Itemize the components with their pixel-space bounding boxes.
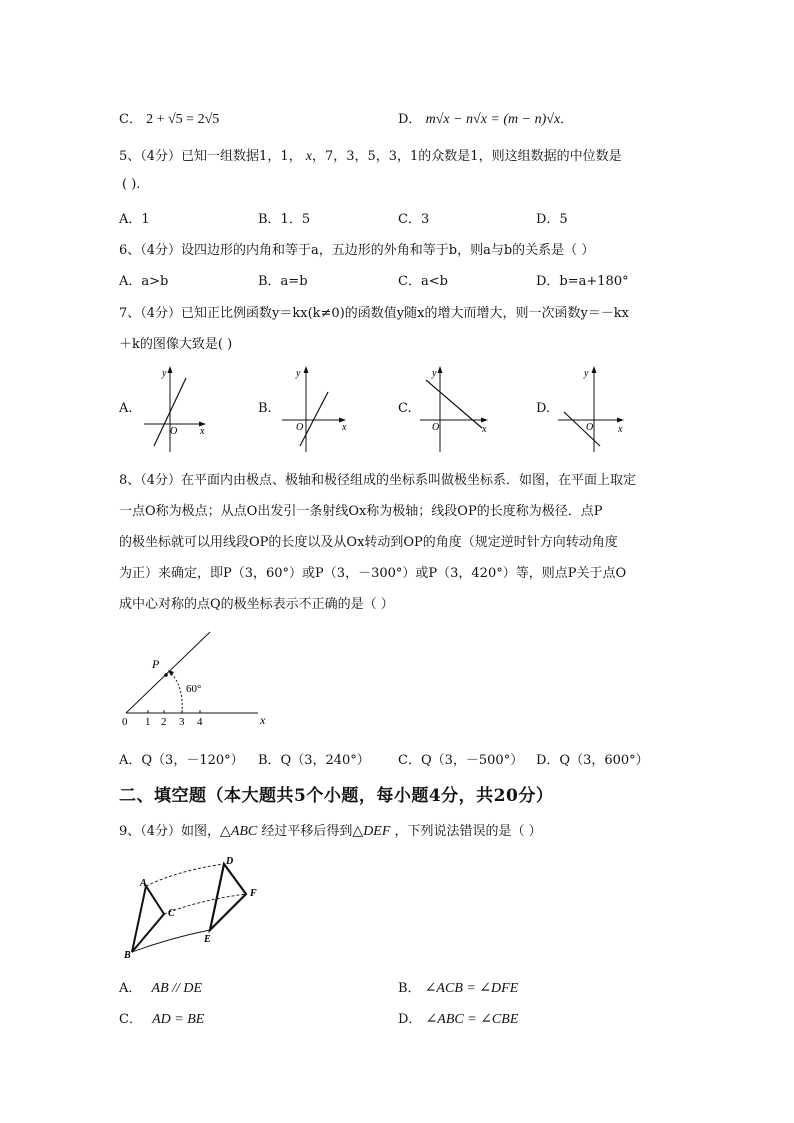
y-label: y [162,368,167,379]
q7-option-b-label[interactable]: B. [258,401,272,416]
point-a-label: A [140,878,147,889]
q9-option-a[interactable] [119,977,202,997]
origin-label: O [586,422,594,433]
q6-option-c[interactable]: C．a<b [398,274,448,289]
point-d-label: D [226,856,234,867]
q8-stem-line3: 的极坐标就可以用线段OP的长度以及从Ox转动到OP的角度（规定逆时针方向转动角度 [119,535,618,550]
x-label: x [200,426,205,437]
tick-4: 4 [197,716,203,728]
q6-option-a[interactable]: A．a>b [119,274,169,289]
q9-option-d[interactable] [398,1008,518,1028]
origin-label: O [296,422,304,433]
q8-stem-line1: 8、（4分）在平面内由极点、极轴和极径组成的坐标系叫做极坐标系．如图，在平面上取定 [119,473,637,488]
point-b-label: B [124,950,131,961]
q9-triangle-def: △DEF [352,824,391,839]
q5-option-a[interactable]: A．1 [119,212,150,227]
arc-arrow [168,670,174,676]
path-be [132,930,210,952]
origin-label: O [432,422,440,433]
q4-option-c-expr: 2 + √5 = 2√5 [146,112,220,127]
q5-stem [119,145,622,165]
q9-stem [119,820,542,840]
point-p-dot [164,673,168,677]
point-p-label: P [152,657,160,671]
q7-graph-c[interactable] [418,362,494,454]
y-label: y [584,368,589,379]
q6-option-b[interactable]: B．a=b [258,274,308,289]
q9-option-c-expr: AD = BE [152,1012,205,1027]
q6-option-d[interactable]: D．b=a+180° [536,274,629,289]
q9-option-b-expr: ∠ACB = ∠DFE [424,981,519,996]
q9-stem-prefix: 9、（4分）如图， [119,824,221,839]
y-arrow [168,366,173,373]
q9-option-c-label: C． [119,1012,142,1027]
q5-variable-x: x [305,149,312,164]
q7-stem-line2: ＋k的图像大致是( ) [119,337,233,352]
q6-stem: 6、（4分）设四边形的内角和等于a，五边形的外角和等于b，则a与b的关系是（ ） [119,243,595,258]
q9-stem-mid: 经过平移后得到 [261,824,353,839]
q4-option-d-label: D． [398,112,422,127]
q9-translation-figure [120,852,270,962]
x-label: x [342,422,347,433]
q9-option-b[interactable] [398,977,518,997]
q8-polar-figure [116,626,276,730]
q9-option-d-label: D． [398,1012,422,1027]
tick-3: 3 [179,716,185,728]
point-e-label: E [204,934,211,945]
function-line [300,392,328,446]
q5-option-b[interactable]: B．1．5 [258,212,311,227]
point-f-label: F [250,888,257,899]
angle-arc [170,672,182,713]
q9-stem-suffix: ，下列说法错误的是（ ） [394,824,542,839]
tick-0: 0 [122,716,128,728]
q9-option-a-label: A． [119,981,142,996]
axis-x-label: x [260,713,266,727]
x-label: x [618,424,623,435]
x-label: x [482,424,487,435]
path-cf [164,894,246,914]
function-line [426,380,482,428]
q8-option-c[interactable]: C．Q（3，－500°） [398,753,524,768]
q7-graph-d[interactable] [556,362,632,454]
y-label: y [432,368,437,379]
q4-option-c[interactable] [119,108,219,128]
q5-stem-part1: 5、（4分）已知一组数据1，1， [119,149,302,164]
q9-option-d-expr: ∠ABC = ∠CBE [425,1012,519,1027]
q9-option-c[interactable] [119,1008,204,1028]
function-line [564,412,600,446]
q9-option-a-expr: AB // DE [151,981,203,996]
q4-option-c-label: C． [119,112,142,127]
q7-option-c-label[interactable]: C. [398,401,412,416]
ray-op [126,632,210,713]
q5-option-d[interactable]: D．5 [536,212,568,227]
section-title: 二、填空题（本大题共5个小题，每小题4分，共20分） [119,786,554,806]
q9-option-b-label: B． [398,981,421,996]
q5-stem-part2: ，7，3，5，3，1的众数是1，则这组数据的中位数是 [311,149,622,164]
angle-label: 60° [186,683,202,695]
q7-option-a-label[interactable]: A. [119,401,133,416]
tick-1: 1 [145,716,151,728]
q8-stem-line2: 一点O称为极点；从点O出发引一条射线Ox称为极轴；线段OP的长度称为极径．点P [119,504,603,519]
path-ad [146,864,224,886]
q4-option-d-expr: m√x − n√x = (m − n)√x [425,112,561,127]
q5-answer-blank: ( ). [122,177,141,192]
q7-graph-b[interactable] [280,362,352,454]
q7-graph-a[interactable] [140,362,212,454]
q8-option-a[interactable]: A．Q（3，－120°） [119,753,244,768]
point-c-label: C [168,908,175,919]
q8-option-b[interactable]: B．Q（3，240°） [258,753,370,768]
q7-stem-line1: 7、（4分）已知正比例函数y＝kx(k≠0)的函数值y随x的增大而增大，则一次函数y＝－kx [119,306,630,321]
q4-option-d[interactable] [398,108,573,128]
q5-option-c[interactable]: C．3 [398,212,430,227]
q7-option-d-label[interactable]: D. [536,401,551,416]
q9-triangle-abc: △ABC [220,824,258,839]
origin-label: O [170,426,178,437]
q4-option-d-end: ． [560,112,574,127]
q8-option-d[interactable]: D．Q（3，600°） [536,753,649,768]
q8-stem-line4: 为正）来确定，即P（3，60°）或P（3，－300°）或P（3，420°）等，则点P关于点O [119,566,627,581]
triangle-abc [132,886,164,952]
q8-stem-line5: 成中心对称的点Q的极坐标表示不正确的是（ ） [119,597,394,612]
y-label: y [296,368,301,379]
tick-2: 2 [161,716,167,728]
